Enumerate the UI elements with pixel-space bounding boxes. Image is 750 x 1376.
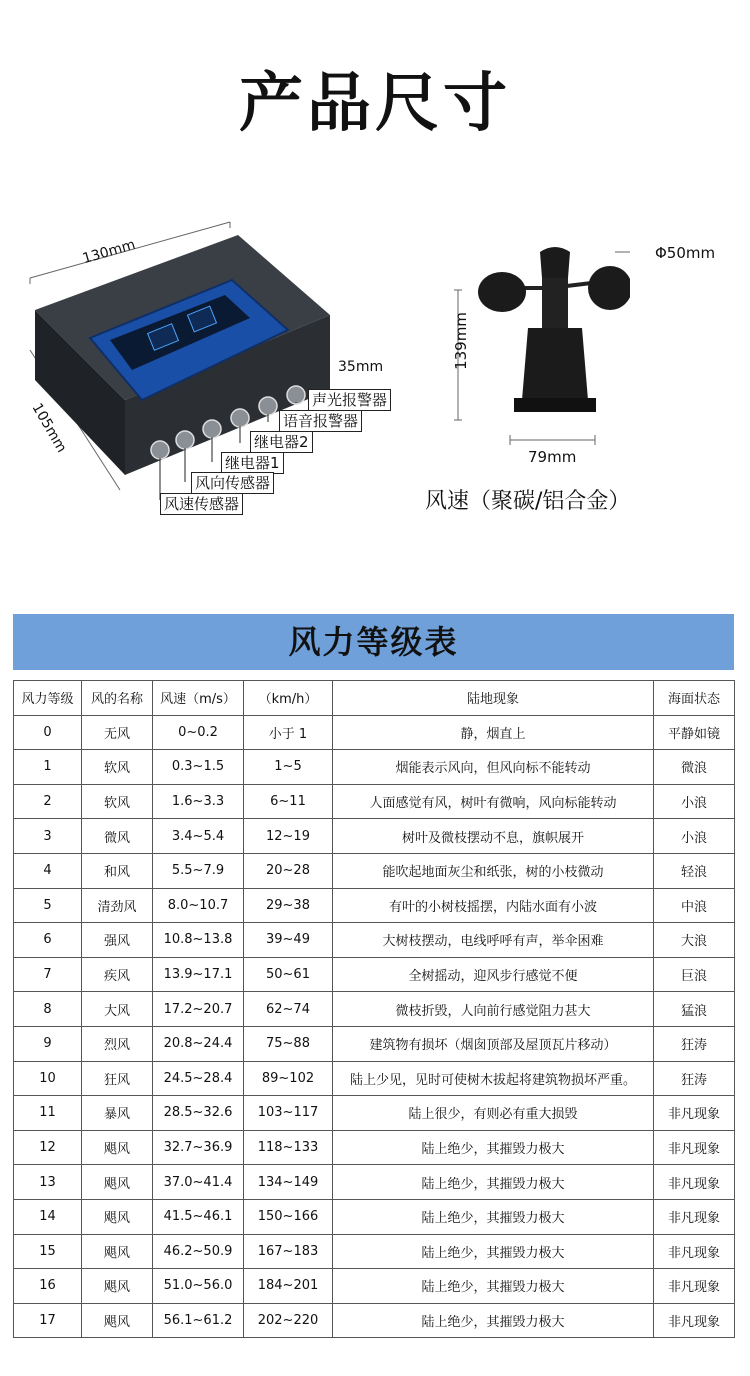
cell-level: 2: [14, 784, 82, 819]
cell-name: 疾风: [82, 957, 153, 992]
header-speed-kmh: （km/h）: [244, 681, 333, 716]
cell-speed-ms: 0~0.2: [153, 715, 244, 750]
cell-land: 大树枝摆动，电线呼呼有声，举伞困难: [333, 923, 654, 958]
anemometer-height-dimension: 139mm: [451, 312, 470, 370]
cell-land: 陆上绝少，其摧毁力极大: [333, 1165, 654, 1200]
cup-diameter-dimension: Φ50mm: [655, 244, 716, 262]
cell-speed-ms: 13.9~17.1: [153, 957, 244, 992]
height-dimension: 35mm: [338, 359, 384, 375]
port-label-wind-speed-sensor: 风速传感器: [160, 493, 243, 515]
device-illustration: [0, 200, 430, 510]
cell-level: 14: [14, 1199, 82, 1234]
cell-name: 软风: [82, 784, 153, 819]
port-label-wind-direction-sensor: 风向传感器: [191, 472, 274, 494]
cell-land: 陆上少见，见时可使树木拔起将建筑物损坏严重。: [333, 1061, 654, 1096]
cell-name: 飓风: [82, 1130, 153, 1165]
anemometer-base-dimension: 79mm: [528, 448, 577, 466]
cell-sea: 非凡现象: [654, 1096, 735, 1131]
cell-sea: 非凡现象: [654, 1303, 735, 1338]
cell-land: 烟能表示风向，但风向标不能转动: [333, 750, 654, 785]
cell-speed-kmh: 12~19: [244, 819, 333, 854]
cell-name: 清劲风: [82, 888, 153, 923]
cell-sea: 小浪: [654, 784, 735, 819]
cell-speed-kmh: 150~166: [244, 1199, 333, 1234]
header-level: 风力等级: [14, 681, 82, 716]
table-row: [14, 1026, 735, 1061]
table-row: [14, 1234, 735, 1269]
cell-speed-ms: 46.2~50.9: [153, 1234, 244, 1269]
cell-sea: 狂涛: [654, 1026, 735, 1061]
table-row: [14, 992, 735, 1027]
port-label-voice-alarm: 语音报警器: [279, 410, 362, 432]
cell-level: 0: [14, 715, 82, 750]
cell-speed-kmh: 184~201: [244, 1269, 333, 1304]
cell-name: 飓风: [82, 1303, 153, 1338]
cell-speed-kmh: 39~49: [244, 923, 333, 958]
cell-land: 陆上绝少，其摧毁力极大: [333, 1234, 654, 1269]
cell-speed-kmh: 6~11: [244, 784, 333, 819]
cell-speed-ms: 24.5~28.4: [153, 1061, 244, 1096]
cell-sea: 小浪: [654, 819, 735, 854]
cell-name: 飓风: [82, 1165, 153, 1200]
cell-level: 16: [14, 1269, 82, 1304]
cell-level: 17: [14, 1303, 82, 1338]
table-row: [14, 1165, 735, 1200]
table-row: [14, 1061, 735, 1096]
cell-land: 有叶的小树枝摇摆，内陆水面有小波: [333, 888, 654, 923]
header-sea: 海面状态: [654, 681, 735, 716]
cell-sea: 大浪: [654, 923, 735, 958]
cell-speed-ms: 17.2~20.7: [153, 992, 244, 1027]
cell-level: 15: [14, 1234, 82, 1269]
cell-level: 5: [14, 888, 82, 923]
cell-name: 暴风: [82, 1096, 153, 1131]
cell-speed-ms: 3.4~5.4: [153, 819, 244, 854]
cell-name: 大风: [82, 992, 153, 1027]
cell-land: 陆上很少，有则必有重大损毁: [333, 1096, 654, 1131]
cell-speed-kmh: 202~220: [244, 1303, 333, 1338]
cell-speed-kmh: 50~61: [244, 957, 333, 992]
cell-sea: 非凡现象: [654, 1199, 735, 1234]
page-title: 产品尺寸: [239, 67, 511, 141]
cell-land: 陆上绝少，其摧毁力极大: [333, 1130, 654, 1165]
cell-speed-kmh: 29~38: [244, 888, 333, 923]
port-label-sound-light-alarm: 声光报警器: [308, 389, 391, 411]
cell-level: 6: [14, 923, 82, 958]
cell-speed-kmh: 167~183: [244, 1234, 333, 1269]
cell-land: 人面感觉有风，树叶有微响，风向标能转动: [333, 784, 654, 819]
cell-sea: 非凡现象: [654, 1165, 735, 1200]
cell-speed-ms: 0.3~1.5: [153, 750, 244, 785]
cell-level: 3: [14, 819, 82, 854]
cell-speed-ms: 51.0~56.0: [153, 1269, 244, 1304]
port-label-relay-1: 继电器1: [221, 452, 284, 474]
table-row: [14, 923, 735, 958]
cell-level: 13: [14, 1165, 82, 1200]
cell-sea: 巨浪: [654, 957, 735, 992]
port-label-relay-2: 继电器2: [250, 431, 313, 453]
cell-level: 1: [14, 750, 82, 785]
cell-sea: 狂涛: [654, 1061, 735, 1096]
cell-name: 强风: [82, 923, 153, 958]
table-row: [14, 957, 735, 992]
cell-level: 8: [14, 992, 82, 1027]
cell-speed-kmh: 1~5: [244, 750, 333, 785]
table-row: [14, 819, 735, 854]
table-row: [14, 1199, 735, 1234]
cell-speed-kmh: 89~102: [244, 1061, 333, 1096]
cell-land: 陆上绝少，其摧毁力极大: [333, 1303, 654, 1338]
cell-speed-ms: 1.6~3.3: [153, 784, 244, 819]
cell-speed-ms: 10.8~13.8: [153, 923, 244, 958]
cell-land: 树叶及微枝摆动不息，旗帜展开: [333, 819, 654, 854]
table-header-row: [14, 681, 735, 716]
wind-scale-table: [13, 680, 735, 1338]
cell-name: 狂风: [82, 1061, 153, 1096]
table-row: [14, 1096, 735, 1131]
cell-speed-kmh: 75~88: [244, 1026, 333, 1061]
cell-level: 7: [14, 957, 82, 992]
depth-dimension: 105mm: [28, 400, 70, 456]
cell-level: 11: [14, 1096, 82, 1131]
table-row: [14, 888, 735, 923]
cell-sea: 非凡现象: [654, 1234, 735, 1269]
table-row: [14, 1303, 735, 1338]
anemometer-caption: 风速（聚碳/铝合金）: [425, 489, 631, 514]
header-speed-ms: 风速（m/s）: [153, 681, 244, 716]
cell-speed-kmh: 118~133: [244, 1130, 333, 1165]
cell-land: 能吹起地面灰尘和纸张，树的小枝微动: [333, 853, 654, 888]
cell-speed-ms: 41.5~46.1: [153, 1199, 244, 1234]
cell-speed-ms: 8.0~10.7: [153, 888, 244, 923]
header-name: 风的名称: [82, 681, 153, 716]
cell-land: 陆上绝少，其摧毁力极大: [333, 1269, 654, 1304]
cell-name: 烈风: [82, 1026, 153, 1061]
width-dimension: 130mm: [80, 236, 138, 268]
cell-sea: 猛浪: [654, 992, 735, 1027]
cell-speed-ms: 20.8~24.4: [153, 1026, 244, 1061]
cell-sea: 微浪: [654, 750, 735, 785]
table-row: [14, 750, 735, 785]
table-title: 风力等级表: [13, 614, 734, 670]
cell-speed-kmh: 134~149: [244, 1165, 333, 1200]
cell-speed-kmh: 103~117: [244, 1096, 333, 1131]
cell-sea: 非凡现象: [654, 1269, 735, 1304]
cell-speed-ms: 37.0~41.4: [153, 1165, 244, 1200]
cell-name: 无风: [82, 715, 153, 750]
cell-land: 陆上绝少，其摧毁力极大: [333, 1199, 654, 1234]
cell-speed-kmh: 小于 1: [244, 715, 333, 750]
table-row: [14, 784, 735, 819]
cell-sea: 轻浪: [654, 853, 735, 888]
cell-level: 9: [14, 1026, 82, 1061]
cell-speed-kmh: 62~74: [244, 992, 333, 1027]
table-row: [14, 1130, 735, 1165]
cell-level: 10: [14, 1061, 82, 1096]
cell-name: 微风: [82, 819, 153, 854]
cell-land: 静，烟直上: [333, 715, 654, 750]
cell-speed-ms: 56.1~61.2: [153, 1303, 244, 1338]
cell-speed-ms: 32.7~36.9: [153, 1130, 244, 1165]
cell-name: 飓风: [82, 1269, 153, 1304]
cell-land: 全树摇动，迎风步行感觉不便: [333, 957, 654, 992]
cell-land: 建筑物有损坏（烟囱顶部及屋顶瓦片移动）: [333, 1026, 654, 1061]
table-row: [14, 853, 735, 888]
cell-level: 12: [14, 1130, 82, 1165]
cell-name: 飓风: [82, 1199, 153, 1234]
cell-speed-ms: 5.5~7.9: [153, 853, 244, 888]
cell-sea: 平静如镜: [654, 715, 735, 750]
cell-name: 软风: [82, 750, 153, 785]
cell-level: 4: [14, 853, 82, 888]
cell-sea: 中浪: [654, 888, 735, 923]
table-row: [14, 1269, 735, 1304]
cell-speed-kmh: 20~28: [244, 853, 333, 888]
cell-land: 微枝折毁，人向前行感觉阻力甚大: [333, 992, 654, 1027]
cell-speed-ms: 28.5~32.6: [153, 1096, 244, 1131]
header-land: 陆地现象: [333, 681, 654, 716]
cell-sea: 非凡现象: [654, 1130, 735, 1165]
cell-name: 飓风: [82, 1234, 153, 1269]
cell-name: 和风: [82, 853, 153, 888]
table-row: [14, 715, 735, 750]
